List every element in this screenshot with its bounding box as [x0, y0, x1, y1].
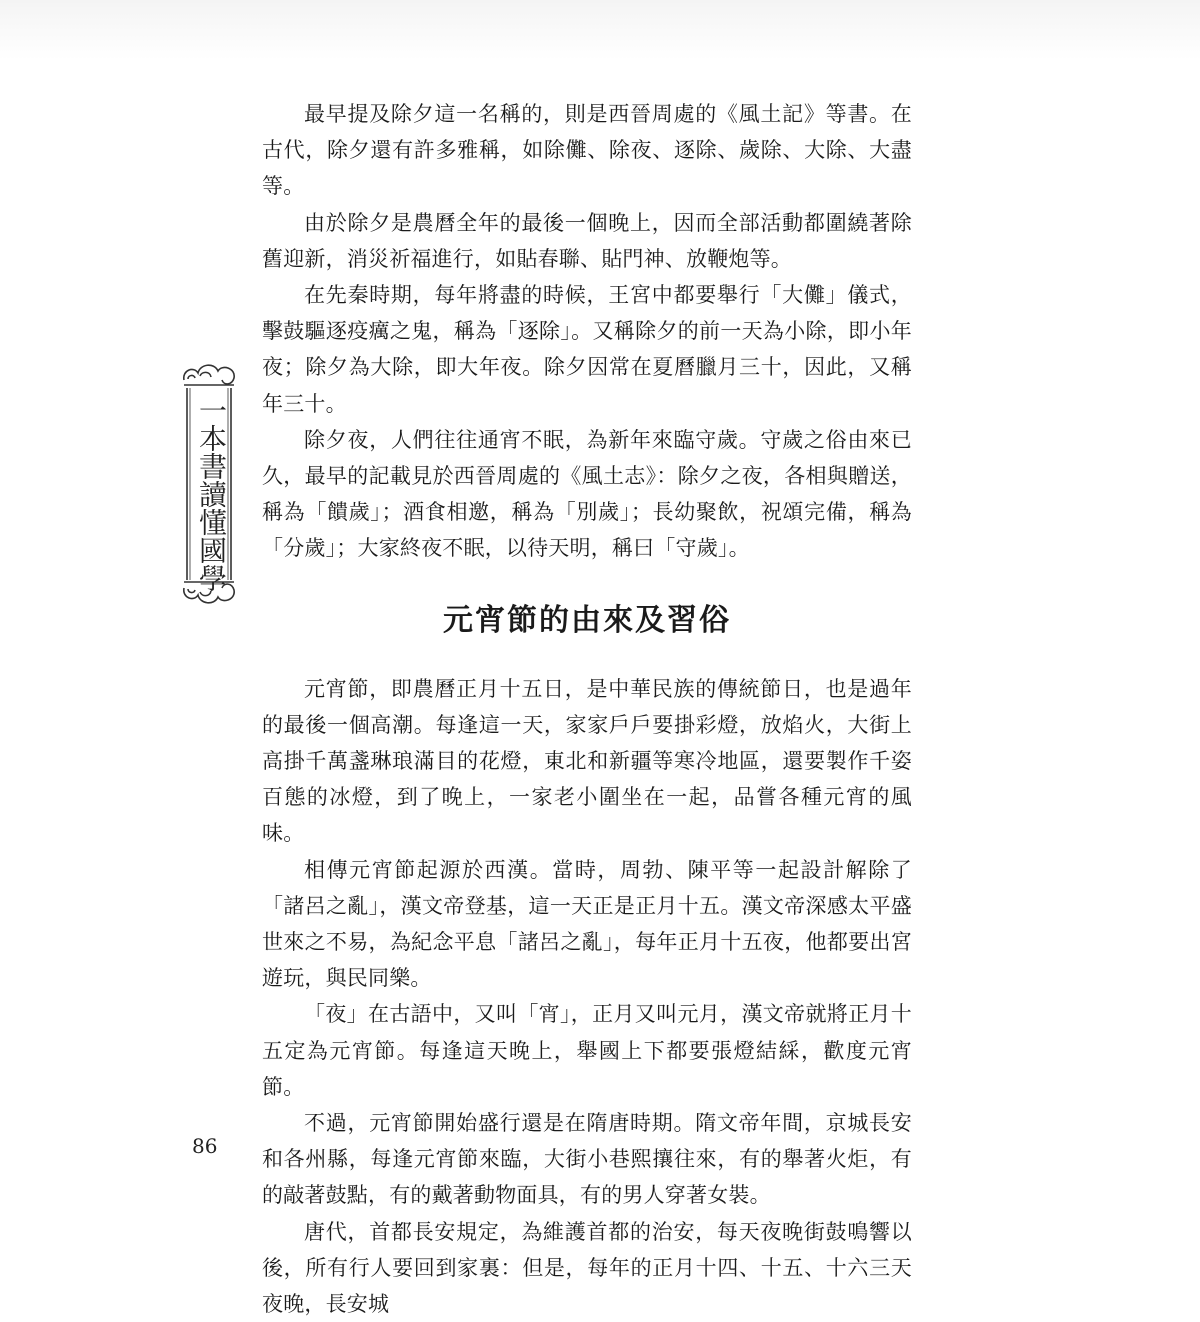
section-heading: 元宵節的由來及習俗: [443, 602, 731, 638]
paragraph: 相傳元宵節起源於西漢。當時，周勃、陳平等一起設計解除了「諸呂之亂」，漢文帝登基，這一天正是正月十五。漢文帝深感太平盛世來之不易，為紀念平息「諸呂之亂」，每年正月十五夜，他都要出宮遊玩，與民同樂。: [262, 857, 912, 991]
page-top-shading: [0, 0, 1200, 60]
paragraph: 不過，元宵節開始盛行還是在隋唐時期。隋文帝年間，京城長安和各州縣，每逢元宵節來臨，大街小巷熙攘往來，有的舉著火炬，有的敲著鼓點，有的戴著動物面具，有的男人穿著女裝。: [262, 1111, 912, 1208]
top-cloud-ornament: [184, 365, 234, 385]
book-title-banner: [180, 358, 238, 608]
page-body: [262, 96, 912, 1322]
paragraph: 除夕夜，人們往往通宵不眠，為新年來臨守歲。守歲之俗由來已久，最早的記載見於西晉周處的《風土志》：除夕之夜，各相與贈送，稱為「饋歲」；酒食相邀，稱為「別歲」；長幼聚飲，祝頌完備，稱為「分歲」；大家終夜不眠，以待天明，稱曰「守歲」。: [262, 427, 912, 561]
paragraph: 元宵節，即農曆正月十五日，是中華民族的傳統節日，也是過年的最後一個高潮。每逢這一天，家家戶戶要掛彩燈，放焰火，大街上高掛千萬盞琳琅滿目的花燈，東北和新疆等寒冷地區，還要製作千姿百態的冰燈，到了晚上，一家老小圍坐在一起，品嘗各種元宵的風味。: [262, 676, 912, 846]
paragraph: 最早提及除夕這一名稱的，則是西晉周處的《風土記》等書。在古代，除夕還有許多雅稱，如除儺、除夜、逐除、歲除、大除、大盡等。: [262, 102, 912, 199]
book-title: 一本書讀懂國學: [195, 396, 228, 592]
page-number: 86: [192, 1134, 218, 1158]
paragraph: 由於除夕是農曆全年的最後一個晚上，因而全部活動都圍繞著除舊迎新，消災祈福進行，如貼春聯、貼門神、放鞭炮等。: [262, 210, 912, 271]
paragraph: 「夜」在古語中，又叫「宵」，正月又叫元月，漢文帝就將正月十五定為元宵節。每逢這天晚上，舉國上下都要張燈結綵，歡度元宵節。: [262, 1002, 912, 1099]
paragraph: 唐代，首都長安規定，為維護首都的治安，每天夜晚街鼓鳴響以後，所有行人要回到家裏：但是，每年的正月十四、十五、十六三天夜晚，長安城: [262, 1219, 912, 1317]
paragraph: 在先秦時期，每年將盡的時候，王宮中都要舉行「大儺」儀式，擊鼓驅逐疫癘之鬼，稱為「逐除」。又稱除夕的前一天為小除，即小年夜；除夕為大除，即大年夜。除夕因常在夏曆臘月三十，因此，又稱年三十。: [262, 283, 912, 416]
